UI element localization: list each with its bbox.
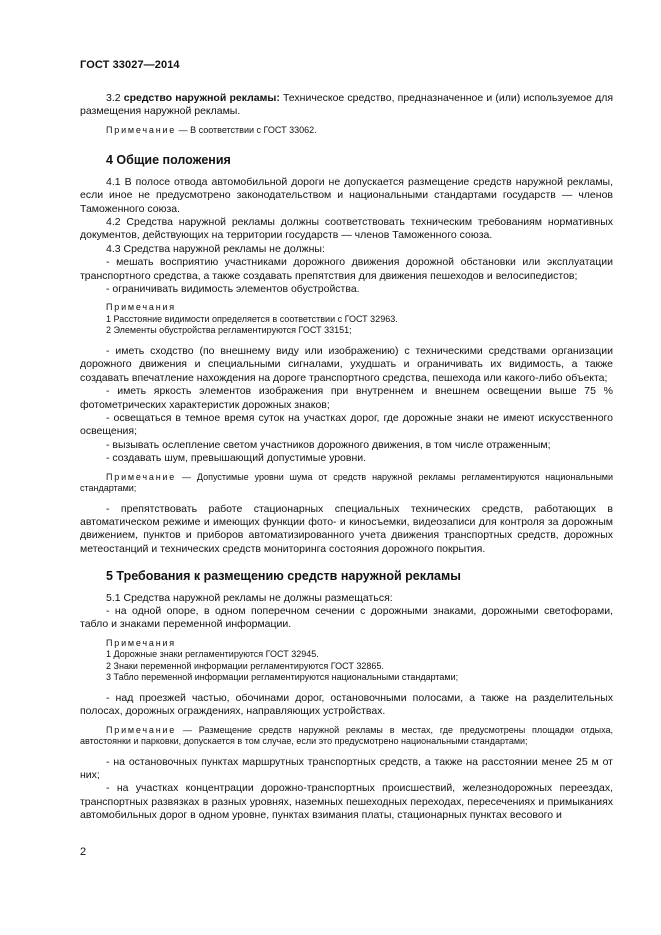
list-item: - над проезжей частью, обочинами дорог, остановочными полосами, а также на разделительных полосах, дорожных ограждениях, направляющих устройствах.: [80, 691, 613, 718]
list-item: - на остановочных пунктах маршрутных транспортных средств, а также на расстоянии менее 25 м от них;: [80, 755, 613, 781]
document-body: [80, 92, 613, 823]
note-item: 1 Расстояние видимости определяется в соответствии с ГОСТ 32963.: [106, 313, 398, 324]
list-item: - создавать шум, превышающий допустимые уровни.: [106, 452, 367, 465]
note-item: 2 Знаки переменной информации регламентируются ГОСТ 32865.: [106, 660, 384, 671]
clause-4-2: 4.2 Средства наружной рекламы должны соответствовать техническим требованиям нормативных документов, действующих на территории государств — членов Таможенного союза.: [80, 215, 613, 242]
definition: Техническое средство, предназначенное и (или) используемое для размещения наружной рекламы.: [80, 92, 614, 118]
note: [80, 725, 613, 748]
list-item: - на участках концентрации дорожно-транспортных происшествий, железнодорожных переездах, транспортных развязках в разных уровнях, наземных пешеходных переходах, пересечениях и примыканиях автомобильных дорог в одном уровне, пунктах взимания платы, стационарных пунктах весового и: [80, 782, 613, 822]
list-item: - освещаться в темное время суток на участках дорог, где дорожные знаки не имеют искусственного освещения;: [80, 411, 613, 438]
list-item: - ограничивать видимость элементов обустройства.: [106, 282, 360, 295]
clause-4-3: 4.3 Средства наружной рекламы не должны:: [106, 242, 325, 255]
list-item: - препятствовать работе стационарных специальных технических средств, работающих в автоматическом режиме и имеющих функции фото- и киносъемки, видеозаписи для контроля за дорожным движением, пунктов и приборов автоматизированного учета движения транспортных средств, дорожных метеостанций и технических средств мониторинга состояния дорожного покрытия.: [80, 502, 613, 555]
note: [80, 472, 613, 495]
note-text: — Допустимые уровни шума от средств наружной рекламы регламентируются национальными стандартами;: [80, 471, 613, 494]
section-5-title: 5 Требования к размещению средств наружной рекламы: [106, 569, 461, 584]
note-item: 2 Элементы обустройства регламентируются ГОСТ 33151;: [106, 325, 352, 336]
note-text: — Размещение средств наружной рекламы в местах, где предусмотрены площадки отдыха, автостоянки и парковки, допускается в том случае, если это предусмотрено национальными стандартами;: [80, 724, 613, 747]
list-item: - иметь яркость элементов изображения при внутреннем и внешнем освещении выше 75 % фотометрических характеристик дорожных знаков;: [80, 385, 613, 411]
note-label: Примечание: [106, 124, 177, 135]
section-4-title: 4 Общие положения: [106, 153, 231, 168]
document-code-header: ГОСТ 33027—2014: [80, 59, 180, 71]
clause-number: 3.2: [106, 92, 124, 104]
note-text: — В соответствии с ГОСТ 33062.: [176, 124, 317, 135]
list-item: - вызывать ослепление светом участников дорожного движения, в том числе отраженным;: [106, 438, 551, 451]
list-item: - мешать восприятию участниками дорожного движения дорожной обстановки или эксплуатации транспортного средства, а также создавать препятствия для движения пешеходов и велосипедистов;: [80, 256, 613, 282]
note-label: Примечание: [106, 724, 177, 735]
note-label: Примечание: [106, 471, 177, 482]
note-item: 1 Дорожные знаки регламентируются ГОСТ 32945.: [106, 649, 319, 660]
term: средство наружной рекламы:: [123, 92, 280, 104]
notes-label: Примечания: [106, 302, 176, 313]
clause-5-1: 5.1 Средства наружной рекламы не должны размещаться:: [106, 591, 393, 604]
clause-3-2: [80, 92, 613, 119]
notes-label: Примечания: [106, 637, 176, 648]
note: [80, 125, 613, 137]
list-item: - иметь сходство (по внешнему виду или изображению) с техническими средствами организации дорожного движения и специальными сигналами, ухудшать и ограничивать их видимость, а также создавать впечатление нахождения на дороге транспортного средства, пешехода или какого-либо объекта;: [80, 344, 613, 384]
page-number: 2: [80, 846, 87, 858]
clause-4-1: 4.1 В полосе отвода автомобильной дороги не допускается размещение средств наружной рекламы, если иное не предусмотрено законодательством и национальными стандартами государств — членов Таможенного союза.: [80, 175, 613, 215]
list-item: - на одной опоре, в одном поперечном сечении с дорожными знаками, дорожными светофорами, табло и знаками переменной информации.: [80, 604, 613, 631]
note-item: 3 Табло переменной информации регламентируются национальными стандартами;: [106, 672, 459, 683]
